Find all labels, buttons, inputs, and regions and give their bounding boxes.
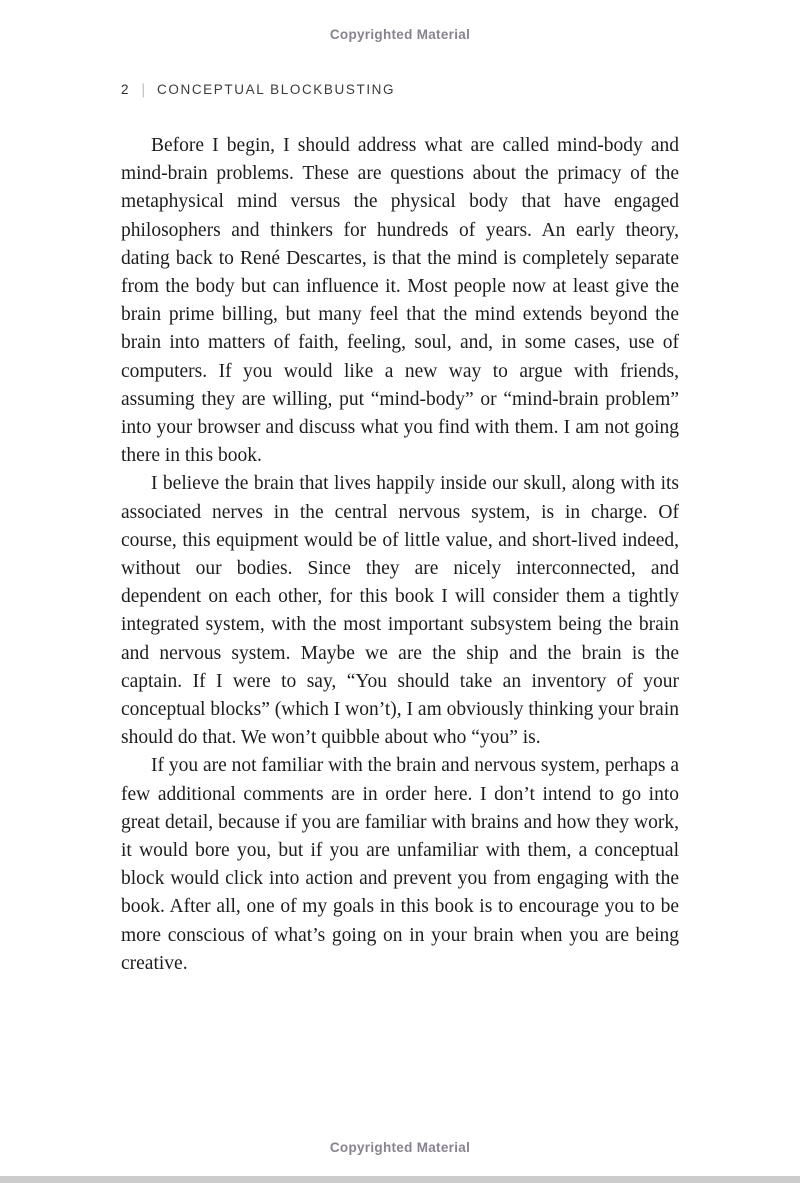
page-header <box>121 82 680 97</box>
copyright-notice-bottom: Copyrighted Material <box>329 1140 471 1155</box>
body-text <box>121 132 679 978</box>
scan-edge-bar <box>0 1176 800 1183</box>
header-separator: | <box>141 81 146 98</box>
copyright-notice-top: Copyrighted Material <box>329 27 471 42</box>
paragraph-2: I believe the brain that lives happily inside our skull, along with its associated nerves in the central nervous system, is in charge. Of course, this equipment would be of little value, and short-lived indeed, without our bodies. Since they are nicely interconnected, and dependent on each other, for this book I will consider them a tightly integrated system, with the most important subsystem being the brain and nervous system. Maybe we are the ship and the brain is the captain. If I were to say, “You should take an inventory of your conceptual blocks” (which I won’t), I am obviously thinking your brain should do that. We won’t quibble about who “you” is. <box>121 473 679 749</box>
running-head: CONCEPTUAL BLOCKBUSTING <box>157 82 396 97</box>
paragraph-1: Before I begin, I should address what are called mind-body and mind-brain problems. These are questions about the primacy of the metaphysical mind versus the physical body that have engaged philosophers and thinkers for hundreds of years. An early theory, dating back to René Descartes, is that the mind is completely separate from the body but can influence it. Most people now at least give the brain prime billing, but many feel that the mind extends beyond the brain into matters of faith, feeling, soul, and, in some cases, use of computers. If you would like a new way to argue with friends, assuming they are willing, put “mind-body” or “mind-brain problem” into your browser and discuss what you find with them. I am not going there in this book. <box>121 135 679 467</box>
page-number: 2 <box>121 82 130 97</box>
paragraph-3: If you are not familiar with the brain and nervous system, perhaps a few additional comments are in order here. I don’t intend to go into great detail, because if you are familiar with brains and how they work, it would bore you, but if you are unfamiliar with them, a conceptual block would click into action and prevent you from engaging with the book. After all, one of my goals in this book is to encourage you to be more conscious of what’s going on in your brain when you are being creative. <box>121 755 679 974</box>
